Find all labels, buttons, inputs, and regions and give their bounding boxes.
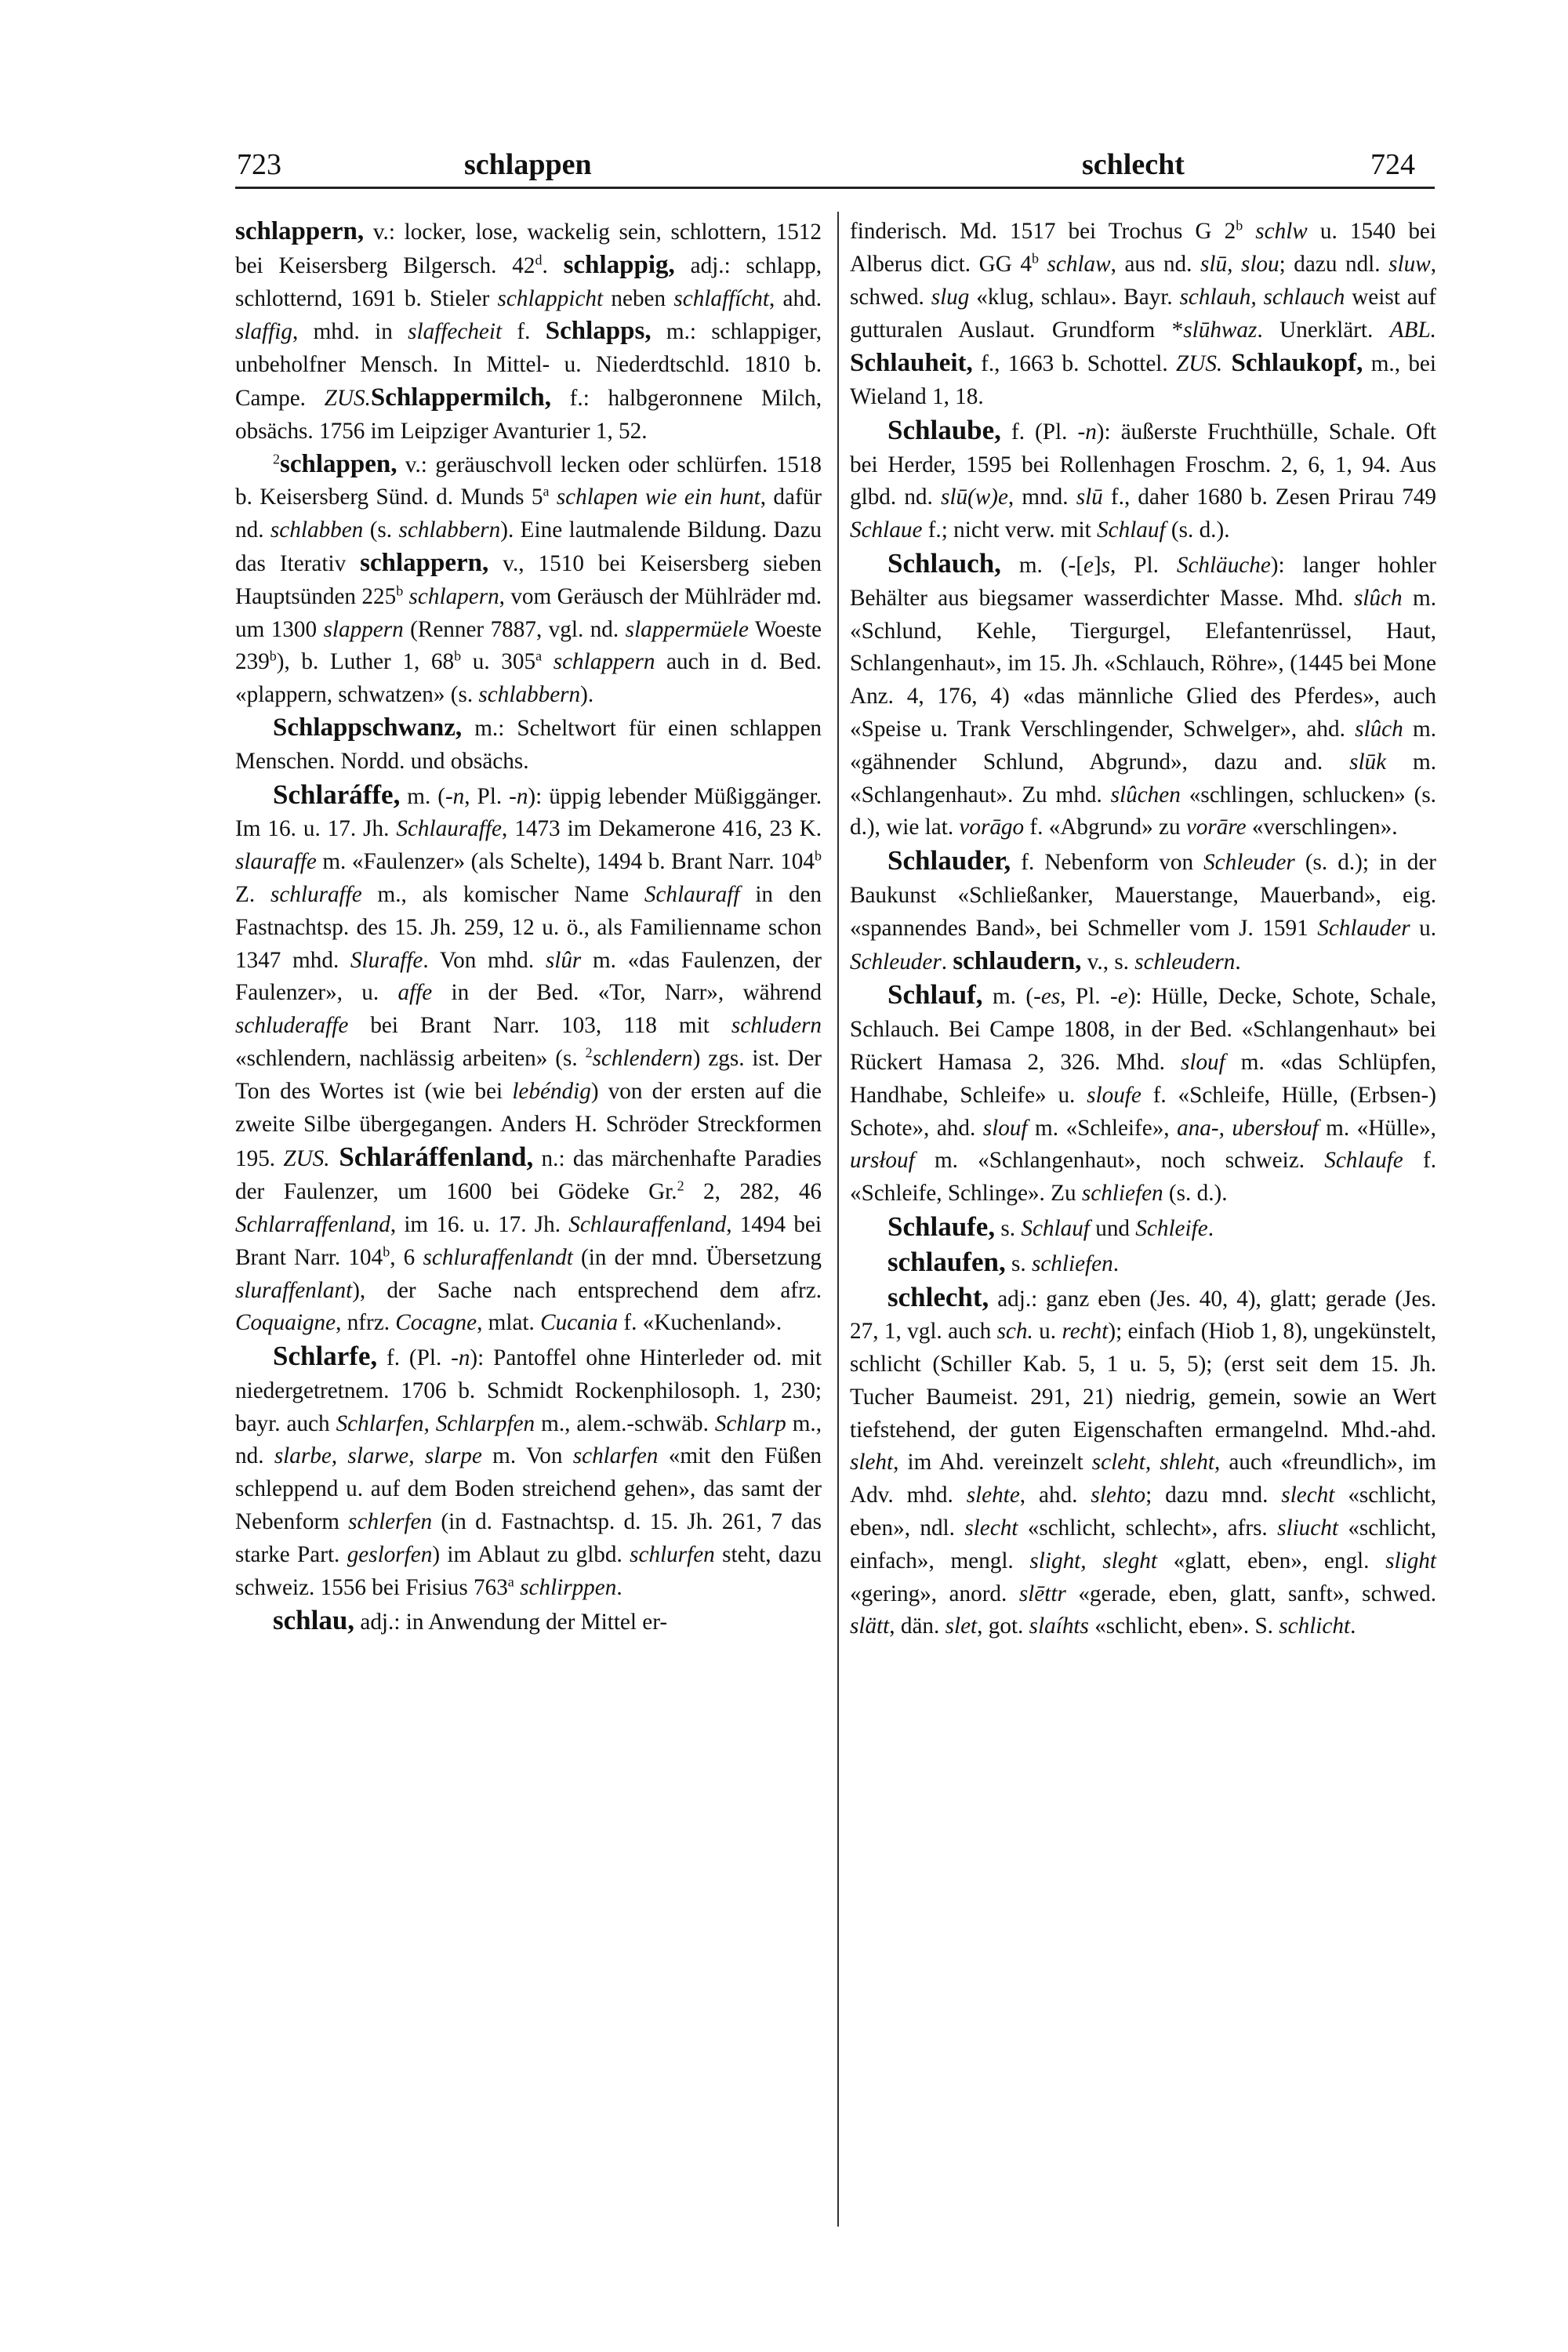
entry-schlaraffe: Schlaráffe, m. (-n, Pl. -n): üppig lebender Müßiggänger. Im 16. u. 17. Jh. Schlauraffe, 1473 im Dekamerone 416, 23 K. slauraffe m. «Faulenzer» (als Schelte), 1494 b. Brant Narr. 104$^b$ Z. schluraffe m., als komischer Name Schlauraff in den Fastnachtsp. des 15. Jh. 259, 12 u. ö., als Familienname schon 1347 mhd. Sluraffe. Von mhd. slûr m. «das Faulenzen, der Faulenzer», u. affe in der Bed. «Tor, Narr», während schluderaffe bei Brant Narr. 103, 118 mit schludern «schlendern, nachlässig arbeiten» (s. $^2$schlendern) zgs. ist. Der Ton des Wortes ist (wie bei lebéndig) von der ersten auf die zweite Silbe übergegangen. Anders H. Schröder Streckformen 195. ZUS. Schlaráffenland, n.: das märchenhafte Paradies der Faulenzer, um 1600 bei Gödeke Gr.$^2$ 2, 282, 46 Schlarraffenland, im 16. u. 17. Jh. Schlauraffenland, 1494 bei Brant Narr. 104$^b$, 6 schluraffenlandt (in der mnd. Übersetzung sluraffenlant), der Sache nach entsprechend dem afrz. Coquaigne, nfrz. Cocagne, mlat. Cucania f. «Kuchenland». [235, 779, 822, 1336]
entry-schlappern: schlappern, v.: locker, lose, wackelig sein, schlottern, 1512 bei Keisersberg Bilgersch. 42$^d$. schlappig, adj.: schlapp, schlotternd, 1691 b. Stieler schlappicht neben schlaffícht, ahd. slaffig, mhd. in slaffecheit f. Schlapps, m.: schlappiger, unbeholfner Mensch. In Mittel- u. Niederdtschld. 1810 b. Campe. ZUS.Schlappermilch, f.: halbgeronnene Milch, obsächs. 1756 im Leipziger Avanturier 1, 52. [235, 217, 822, 444]
entry-schlaufen: schlaufen, s. schliefen. [887, 1246, 1120, 1277]
entry-schlauder: Schlauder, f. Nebenform von Schleuder (s. d.); in der Baukunst «Schließanker, Mauerstange, Mauerband», eig. «spannendes Band», bei Schmeller vom J. 1591 Schlauder u. Schleuder. schlaudern, v., s. schleudern. [850, 845, 1437, 975]
entry-schlecht: schlecht, adj.: ganz eben (Jes. 40, 4), glatt; gerade (Jes. 27, 1, vgl. auch sch. u. recht); einfach (Hiob 1, 8), ungekünstelt, schlicht (Schiller Kab. 5, 1 u. 5, 5); (erst seit dem 15. Jh. Tucher Baumeist. 291, 21) niedrig, gemein, sowie an Wert tiefstehend, der guten Eigenschaften ermangelnd. Mhd.-ahd. sleht, im Ahd. vereinzelt scleht, shleht, auch «freundlich», im Adv. mhd. slehte, ahd. slehto; dazu mnd. slecht «schlicht, eben», ndl. slecht «schlicht, schlecht», afrs. sliucht «schlicht, einfach», mengl. slight, sleght «glatt, eben», engl. slight «gering», anord. slēttr «gerade, eben, glatt, sanft», schwed. slätt, dän. slet, got. slaíhts «schlicht, eben». S. schlicht. [850, 1281, 1436, 1639]
column-divider [837, 212, 839, 2227]
header-rule [235, 187, 1435, 189]
entry-schlaufe: Schlaufe, s. Schlauf und Schleife. [887, 1210, 1214, 1242]
entry-schlauch: Schlauch, m. (-[e]s, Pl. Schläuche): langer hohler Behälter aus biegsamer wasserdichter Masse. Mhd. slûch m. «Schlund, Kehle, Tiergurgel, Elefantenrüssel, Haut, Schlangenhaut», im 15. Jh. «Schlauch, Röhre», (1445 bei Mone Anz. 4, 176, 4) «das männliche Glied des Pferdes», auch «Speise u. Trank Verschlingender, Schwelger», ahd. slûch m. «gähnender Schlund, Abgrund», dazu and. slūk m. «Schlangenhaut». Zu mhd. slûchen «schlingen, schlucken» (s. d.), wie lat. vorāgo f. «Abgrund» zu vorāre «verschlingen». [850, 547, 1437, 840]
entry-schlarfe: Schlarfe, f. (Pl. -n): Pantoffel ohne Hinterleder od. mit niedergetretnem. 1706 b. Schmidt Rockenphilosoph. 1, 230; bayr. auch Schlarfen, Schlarpfen m., alem.-schwäb. Schlarp m., nd. slarbe, slarwe, slarpe m. Von schlarfen «mit den Füßen schleppend u. auf dem Boden streichend gehen», das samt der Nebenform schlerfen (in d. Fastnachtsp. d. 15. Jh. 261, 7 das starke Part. geslorfen) im Ablaut zu glbd. schlurfen steht, dazu schweiz. 1556 bei Frisius 763$^a$ schlirppen. [235, 1341, 822, 1600]
entry-schlauf: Schlauf, m. (-es, Pl. -e): Hülle, Decke, Schote, Schale, Schlauch. Bei Campe 1808, in der Bed. «Schlangenhaut» bei Rückert Hamasa 2, 326. Mhd. slouf m. «das Schlüpfen, Handhabe, Schleife» u. sloufe f. «Schleife, Hülle, (Erbsen-) Schote», ahd. slouf m. «Schleife», ana-, ubersłouf m. «Hülle», ursłouf m. «Schlangenhaut», noch schweiz. Schlaufe f. «Schleife, Schlinge». Zu schliefen (s. d.). [850, 979, 1437, 1207]
entry-schlau: schlau, adj.: in Anwendung der Mittel er- [273, 1605, 668, 1636]
entry-schlappen: $^2$schlappen, v.: geräuschvoll lecken oder schlürfen. 1518 b. Keisersberg Sünd. d. Munds 5$^a$ schlapen wie ein hunt, dafür nd. schlabben (s. schlabbern). Eine lautmalende Bildung. Dazu das Iterativ schlappern, v., 1510 bei Keisersberg sieben Hauptsünden 225$^b$ schlapern, vom Geräusch der Mühlräder md. um 1300 slappern (Renner 7887, vgl. nd. slappermüele Woeste 239$^b$), b. Luther 1, 68$^b$ u. 305$^a$ schlappern auch in d. Bed. «plappern, schwatzen» (s. schlabbern). [235, 449, 822, 708]
running-head-left: schlappen [464, 148, 592, 181]
left-column [235, 216, 822, 1639]
entry-schlappschwanz: Schlappschwanz, m.: Scheltwort für einen schlappen Menschen. Nordd. und obsächs. [235, 713, 822, 774]
right-column [850, 216, 1436, 1643]
page-header [235, 147, 1435, 188]
entry-schlau-continued: finderisch. Md. 1517 bei Trochus G 2$^b$ schlw u. 1540 bei Alberus dict. GG 4$^b$ schlaw, aus nd. slū, slou; dazu ndl. sluw, schwed. slug «klug, schlau». Bayr. schlauh, schlauch weist auf gutturalen Auslaut. Grundform *slūhwaz. Unerklärt. ABL. Schlauheit, f., 1663 b. Schottel. ZUS. Schlaukopf, m., bei Wieland 1, 18. [850, 217, 1436, 409]
page-number-right: 724 [1370, 148, 1415, 181]
page-number-left: 723 [237, 148, 281, 181]
entry-schlaube: Schlaube, f. (Pl. -n): äußerste Fruchthülle, Schale. Oft bei Herder, 1595 bei Rollenhagen Froschm. 2, 6, 1, 94. Aus glbd. nd. slū(w)e, mnd. slū f., daher 1680 b. Zesen Prirau 749 Schlaue f.; nicht verw. mit Schlauf (s. d.). [850, 414, 1437, 543]
running-head-right: schlecht [1082, 148, 1185, 181]
